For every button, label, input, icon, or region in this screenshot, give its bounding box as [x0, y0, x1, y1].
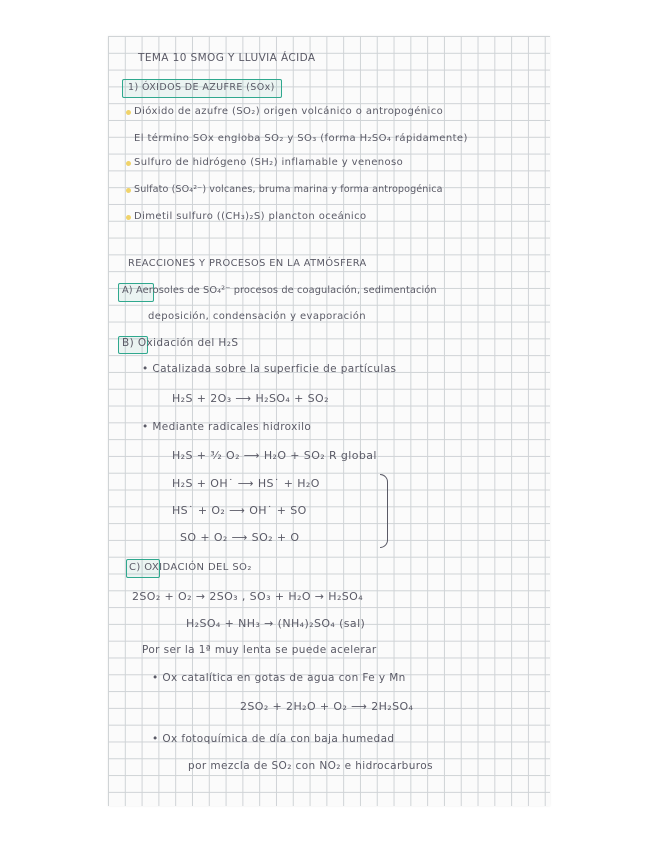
equation: H₂S + 2O₃ ⟶ H₂SO₄ + SO₂	[172, 392, 329, 405]
equation: 2SO₂ + 2H₂O + O₂ ⟶ 2H₂SO₄	[240, 700, 414, 713]
grid-paper-sheet	[108, 36, 550, 806]
note-line: deposición, condensación y evaporación	[148, 311, 367, 322]
bullet-marker	[126, 161, 131, 166]
equation: H₂SO₄ + NH₃ → (NH₄)₂SO₄ (sal)	[186, 617, 366, 630]
note-line: Por ser la 1ª muy lenta se puede acelerar	[142, 644, 377, 656]
bullet-marker	[126, 215, 131, 220]
note-line: Dióxido de azufre (SO₂) origen volcánico o antropogénico	[134, 106, 444, 117]
equation: H₂S + ³⁄₂ O₂ ⟶ H₂O + SO₂ R global	[172, 449, 377, 462]
bullet-marker	[126, 188, 131, 193]
note-line: Sulfato (SO₄²⁻) volcanes, bruma marina y forma antropogénica	[134, 184, 443, 195]
equation: H₂S + OH˙ ⟶ HS˙ + H₂O	[172, 477, 320, 490]
subsection-heading: C) OXIDACIÓN DEL SO₂	[129, 562, 252, 573]
section-heading-reacciones: REACCIONES Y PROCESOS EN LA ATMÓSFERA	[128, 258, 367, 269]
equation: HS˙ + O₂ ⟶ OH˙ + SO	[172, 504, 307, 517]
note-line: por mezcla de SO₂ con NO₂ e hidrocarburos	[188, 760, 433, 772]
bullet-marker	[126, 110, 131, 115]
note-line: A) Aerosoles de SO₄²⁻ procesos de coagulación, sedimentación	[122, 285, 437, 296]
section-heading-oxidos: 1) ÓXIDOS DE AZUFRE (SOx)	[128, 82, 275, 93]
note-line: Sulfuro de hidrógeno (SH₂) inflamable y venenoso	[134, 157, 404, 168]
equation: SO + O₂ ⟶ SO₂ + O	[180, 531, 300, 544]
subsection-heading: B) Oxidación del H₂S	[122, 337, 239, 349]
note-line: • Ox fotoquímica de día con baja humedad	[152, 733, 395, 745]
reaction-bracket	[380, 474, 388, 548]
equation: 2SO₂ + O₂ → 2SO₃ , SO₃ + H₂O → H₂SO₄	[132, 590, 364, 603]
note-line: • Mediante radicales hidroxilo	[142, 421, 312, 433]
note-line: Dimetil sulfuro ((CH₃)₂S) plancton oceánico	[134, 211, 367, 222]
note-line: El término SOx engloba SO₂ y SO₃ (forma H₂SO₄ rápidamente)	[134, 133, 468, 144]
page-title: TEMA 10 SMOG Y LLUVIA ÁCIDA	[138, 52, 316, 64]
note-line: • Catalizada sobre la superficie de partículas	[142, 363, 397, 375]
note-line: • Ox catalítica en gotas de agua con Fe y Mn	[152, 672, 406, 684]
